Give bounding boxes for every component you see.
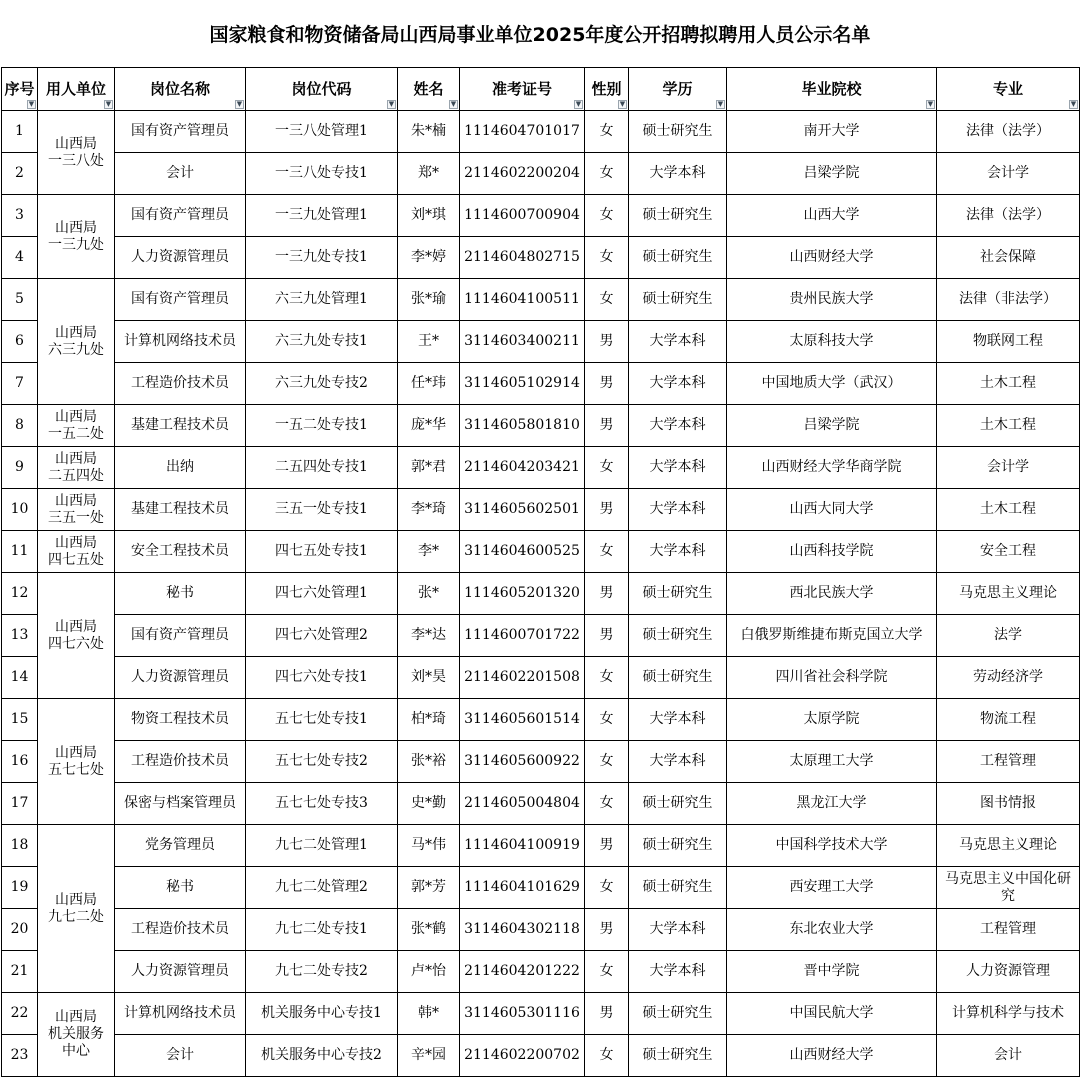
cell-education[interactable]: 大学本科 (629, 405, 727, 447)
cell-school[interactable]: 黑龙江大学 (727, 783, 937, 825)
cell-name[interactable]: 张* (398, 573, 460, 615)
cell-seq[interactable]: 6 (2, 321, 38, 363)
cell-position[interactable]: 人力资源管理员 (115, 657, 246, 699)
cell-position[interactable]: 秘书 (115, 867, 246, 909)
cell-gender[interactable]: 男 (585, 321, 629, 363)
cell-seq[interactable]: 20 (2, 909, 38, 951)
cell-school[interactable]: 山西科技学院 (727, 531, 937, 573)
cell-seq[interactable]: 8 (2, 405, 38, 447)
cell-major[interactable]: 会计学 (937, 447, 1080, 489)
cell-name[interactable]: 韩* (398, 993, 460, 1035)
cell-gender[interactable]: 女 (585, 699, 629, 741)
cell-education[interactable]: 硕士研究生 (629, 573, 727, 615)
cell-code[interactable]: 三五一处专技1 (246, 489, 398, 531)
cell-name[interactable]: 任*玮 (398, 363, 460, 405)
cell-name[interactable]: 郭*君 (398, 447, 460, 489)
cell-exam-no[interactable]: 1114604100919 (460, 825, 585, 867)
cell-position[interactable]: 国有资产管理员 (115, 111, 246, 153)
table-row (2, 279, 1080, 321)
table-row (2, 909, 1080, 951)
cell-school[interactable]: 贵州民族大学 (727, 279, 937, 321)
cell-school[interactable]: 中国科学技术大学 (727, 825, 937, 867)
cell-code[interactable]: 机关服务中心专技1 (246, 993, 398, 1035)
cell-gender[interactable]: 女 (585, 951, 629, 993)
cell-name[interactable]: 卢*怡 (398, 951, 460, 993)
cell-school[interactable]: 山西大同大学 (727, 489, 937, 531)
cell-name[interactable]: 郭*芳 (398, 867, 460, 909)
cell-seq[interactable]: 2 (2, 153, 38, 195)
cell-major[interactable]: 社会保障 (937, 237, 1080, 279)
table-row (2, 867, 1080, 909)
cell-seq[interactable]: 12 (2, 573, 38, 615)
cell-seq[interactable]: 16 (2, 741, 38, 783)
cell-education[interactable]: 硕士研究生 (629, 993, 727, 1035)
cell-position[interactable]: 会计 (115, 1035, 246, 1077)
cell-code[interactable]: 六三九处专技1 (246, 321, 398, 363)
table-row (2, 1035, 1080, 1077)
cell-seq[interactable]: 13 (2, 615, 38, 657)
cell-education[interactable]: 大学本科 (629, 447, 727, 489)
cell-education[interactable]: 硕士研究生 (629, 279, 727, 321)
cell-gender[interactable]: 男 (585, 909, 629, 951)
header-code: 岗位代码 ▼ (246, 68, 398, 111)
cell-code[interactable]: 九七二处专技2 (246, 951, 398, 993)
cell-gender[interactable]: 女 (585, 531, 629, 573)
table-row (2, 657, 1080, 699)
cell-seq[interactable]: 10 (2, 489, 38, 531)
cell-exam-no[interactable]: 1114604100511 (460, 279, 585, 321)
cell-major[interactable]: 马克思主义理论 (937, 573, 1080, 615)
cell-code[interactable]: 二五四处专技1 (246, 447, 398, 489)
header-seq: 序号 ▼ (2, 68, 38, 111)
header-position: 岗位名称 ▼ (115, 68, 246, 111)
cell-position[interactable]: 秘书 (115, 573, 246, 615)
cell-school[interactable]: 中国地质大学（武汉） (727, 363, 937, 405)
cell-education[interactable]: 大学本科 (629, 321, 727, 363)
filter-dropdown-icon[interactable]: ▼ (388, 100, 395, 108)
table-row (2, 321, 1080, 363)
filter-dropdown-icon[interactable]: ▼ (236, 100, 243, 108)
cell-school[interactable]: 南开大学 (727, 111, 937, 153)
cell-education[interactable]: 硕士研究生 (629, 783, 727, 825)
applicant-table (1, 67, 1080, 1077)
cell-major[interactable]: 工程管理 (937, 741, 1080, 783)
cell-education[interactable]: 大学本科 (629, 531, 727, 573)
cell-major[interactable]: 物流工程 (937, 699, 1080, 741)
cell-unit[interactable]: 山西局 六三九处 (38, 279, 115, 405)
cell-position[interactable]: 工程造价技术员 (115, 741, 246, 783)
cell-seq[interactable]: 4 (2, 237, 38, 279)
cell-exam-no[interactable]: 2114602201508 (460, 657, 585, 699)
cell-exam-no[interactable]: 3114605602501 (460, 489, 585, 531)
cell-gender[interactable]: 男 (585, 615, 629, 657)
cell-seq[interactable]: 11 (2, 531, 38, 573)
filter-dropdown-icon[interactable]: ▼ (1070, 100, 1077, 108)
cell-code[interactable]: 四七五处专技1 (246, 531, 398, 573)
cell-name[interactable]: 辛*园 (398, 1035, 460, 1077)
cell-name[interactable]: 李*婷 (398, 237, 460, 279)
cell-name[interactable]: 张*裕 (398, 741, 460, 783)
cell-education[interactable]: 大学本科 (629, 363, 727, 405)
cell-name[interactable]: 王* (398, 321, 460, 363)
cell-exam-no[interactable]: 3114605600922 (460, 741, 585, 783)
cell-gender[interactable]: 女 (585, 1035, 629, 1077)
cell-seq[interactable]: 19 (2, 867, 38, 909)
cell-exam-no[interactable]: 1114600701722 (460, 615, 585, 657)
cell-exam-no[interactable]: 3114605102914 (460, 363, 585, 405)
table-row (2, 363, 1080, 405)
filter-dropdown-icon[interactable]: ▼ (717, 100, 724, 108)
filter-dropdown-icon[interactable]: ▼ (619, 100, 626, 108)
cell-education[interactable]: 硕士研究生 (629, 111, 727, 153)
table-row (2, 237, 1080, 279)
page-title: 国家粮食和物资储备局山西局事业单位2025年度公开招聘拟聘用人员公示名单 (209, 23, 871, 46)
cell-seq[interactable]: 5 (2, 279, 38, 321)
cell-gender[interactable]: 男 (585, 573, 629, 615)
cell-education[interactable]: 硕士研究生 (629, 867, 727, 909)
cell-school[interactable]: 太原理工大学 (727, 741, 937, 783)
table-row (2, 615, 1080, 657)
header-row (2, 68, 1080, 111)
cell-code[interactable]: 五七七处专技3 (246, 783, 398, 825)
header-school: 毕业院校 ▼ (727, 68, 937, 111)
cell-position[interactable]: 国有资产管理员 (115, 279, 246, 321)
cell-code[interactable]: 一三八处管理1 (246, 111, 398, 153)
cell-school[interactable]: 山西财经大学 (727, 1035, 937, 1077)
cell-name[interactable]: 庞*华 (398, 405, 460, 447)
cell-seq[interactable]: 15 (2, 699, 38, 741)
cell-seq[interactable]: 3 (2, 195, 38, 237)
cell-exam-no[interactable]: 1114604101629 (460, 867, 585, 909)
cell-position[interactable]: 计算机网络技术员 (115, 993, 246, 1035)
cell-education[interactable]: 大学本科 (629, 153, 727, 195)
cell-major[interactable]: 土木工程 (937, 363, 1080, 405)
cell-major[interactable]: 法律（非法学） (937, 279, 1080, 321)
table-row (2, 741, 1080, 783)
cell-exam-no[interactable]: 3114605801810 (460, 405, 585, 447)
cell-education[interactable]: 大学本科 (629, 699, 727, 741)
table-row (2, 951, 1080, 993)
cell-exam-no[interactable]: 2114605004804 (460, 783, 585, 825)
cell-gender[interactable]: 女 (585, 111, 629, 153)
table-row (2, 489, 1080, 531)
cell-gender[interactable]: 男 (585, 405, 629, 447)
cell-code[interactable]: 四七六处管理2 (246, 615, 398, 657)
header-name: 姓名 ▼ (398, 68, 460, 111)
cell-unit[interactable]: 山西局 二五四处 (38, 447, 115, 489)
cell-code[interactable]: 五七七处专技1 (246, 699, 398, 741)
cell-exam-no[interactable]: 1114605201320 (460, 573, 585, 615)
cell-unit[interactable]: 山西局 五七七处 (38, 699, 115, 825)
table-row (2, 111, 1080, 153)
cell-unit[interactable]: 山西局 机关服务 中心 (38, 993, 115, 1077)
cell-code[interactable]: 九七二处专技1 (246, 909, 398, 951)
cell-school[interactable]: 白俄罗斯维捷布斯克国立大学 (727, 615, 937, 657)
header-education: 学历 ▼ (629, 68, 727, 111)
cell-major[interactable]: 法律（法学） (937, 111, 1080, 153)
cell-name[interactable]: 张*鹤 (398, 909, 460, 951)
cell-major[interactable]: 物联网工程 (937, 321, 1080, 363)
cell-gender[interactable]: 男 (585, 363, 629, 405)
cell-position[interactable]: 国有资产管理员 (115, 195, 246, 237)
cell-education[interactable]: 大学本科 (629, 909, 727, 951)
table-row (2, 699, 1080, 741)
header-exam-no: 准考证号 ▼ (460, 68, 585, 111)
cell-unit[interactable]: 山西局 四七五处 (38, 531, 115, 573)
cell-exam-no[interactable]: 3114604600525 (460, 531, 585, 573)
cell-exam-no[interactable]: 2114604802715 (460, 237, 585, 279)
cell-gender[interactable]: 女 (585, 657, 629, 699)
cell-education[interactable]: 大学本科 (629, 951, 727, 993)
cell-seq[interactable]: 21 (2, 951, 38, 993)
table-row (2, 993, 1080, 1035)
cell-exam-no[interactable]: 3114605601514 (460, 699, 585, 741)
cell-school[interactable]: 西安理工大学 (727, 867, 937, 909)
cell-major[interactable]: 图书情报 (937, 783, 1080, 825)
cell-code[interactable]: 一三八处专技1 (246, 153, 398, 195)
cell-education[interactable]: 硕士研究生 (629, 615, 727, 657)
cell-position[interactable]: 人力资源管理员 (115, 237, 246, 279)
cell-school[interactable]: 吕梁学院 (727, 405, 937, 447)
cell-position[interactable]: 工程造价技术员 (115, 909, 246, 951)
cell-position[interactable]: 国有资产管理员 (115, 615, 246, 657)
cell-position[interactable]: 基建工程技术员 (115, 405, 246, 447)
cell-major[interactable]: 土木工程 (937, 405, 1080, 447)
cell-exam-no[interactable]: 3114603400211 (460, 321, 585, 363)
cell-name[interactable]: 李*达 (398, 615, 460, 657)
cell-major[interactable]: 马克思主义理论 (937, 825, 1080, 867)
table-row (2, 783, 1080, 825)
cell-education[interactable]: 硕士研究生 (629, 195, 727, 237)
cell-name[interactable]: 李* (398, 531, 460, 573)
cell-gender[interactable]: 男 (585, 993, 629, 1035)
cell-unit[interactable]: 山西局 一三九处 (38, 195, 115, 279)
cell-code[interactable]: 六三九处管理1 (246, 279, 398, 321)
cell-gender[interactable]: 女 (585, 153, 629, 195)
cell-major[interactable]: 人力资源管理 (937, 951, 1080, 993)
cell-name[interactable]: 柏*琦 (398, 699, 460, 741)
cell-education[interactable]: 硕士研究生 (629, 237, 727, 279)
cell-unit[interactable]: 山西局 三五一处 (38, 489, 115, 531)
cell-exam-no[interactable]: 2114602200702 (460, 1035, 585, 1077)
table-row (2, 447, 1080, 489)
filter-dropdown-icon[interactable]: ▼ (450, 100, 457, 108)
cell-exam-no[interactable]: 1114604701017 (460, 111, 585, 153)
cell-position[interactable]: 党务管理员 (115, 825, 246, 867)
cell-code[interactable]: 六三九处专技2 (246, 363, 398, 405)
cell-seq[interactable]: 1 (2, 111, 38, 153)
cell-gender[interactable]: 男 (585, 489, 629, 531)
cell-school[interactable]: 中国民航大学 (727, 993, 937, 1035)
cell-major[interactable]: 马克思主义中国化研究 (937, 867, 1080, 909)
table-row (2, 405, 1080, 447)
cell-seq[interactable]: 9 (2, 447, 38, 489)
cell-gender[interactable]: 女 (585, 447, 629, 489)
cell-unit[interactable]: 山西局 四七六处 (38, 573, 115, 699)
cell-major[interactable]: 会计学 (937, 153, 1080, 195)
cell-education[interactable]: 大学本科 (629, 489, 727, 531)
table-row (2, 195, 1080, 237)
cell-major[interactable]: 工程管理 (937, 909, 1080, 951)
cell-major[interactable]: 会计 (937, 1035, 1080, 1077)
header-gender: 性别 ▼ (585, 68, 629, 111)
cell-seq[interactable]: 17 (2, 783, 38, 825)
cell-code[interactable]: 五七七处专技2 (246, 741, 398, 783)
cell-exam-no[interactable]: 3114605301116 (460, 993, 585, 1035)
cell-exam-no[interactable]: 2114604203421 (460, 447, 585, 489)
cell-name[interactable]: 刘*昊 (398, 657, 460, 699)
table-row (2, 825, 1080, 867)
cell-school[interactable]: 山西财经大学华商学院 (727, 447, 937, 489)
cell-school[interactable]: 四川省社会科学院 (727, 657, 937, 699)
cell-school[interactable]: 山西大学 (727, 195, 937, 237)
cell-code[interactable]: 机关服务中心专技2 (246, 1035, 398, 1077)
cell-education[interactable]: 大学本科 (629, 741, 727, 783)
cell-seq[interactable]: 18 (2, 825, 38, 867)
cell-code[interactable]: 一三九处管理1 (246, 195, 398, 237)
cell-gender[interactable]: 女 (585, 279, 629, 321)
cell-code[interactable]: 四七六处专技1 (246, 657, 398, 699)
header-major: 专业 ▼ (937, 68, 1080, 111)
cell-position[interactable]: 出纳 (115, 447, 246, 489)
cell-major[interactable]: 土木工程 (937, 489, 1080, 531)
cell-position[interactable]: 保密与档案管理员 (115, 783, 246, 825)
cell-school[interactable]: 山西财经大学 (727, 237, 937, 279)
table-row (2, 153, 1080, 195)
cell-name[interactable]: 马*伟 (398, 825, 460, 867)
cell-major[interactable]: 法学 (937, 615, 1080, 657)
cell-gender[interactable]: 男 (585, 825, 629, 867)
cell-major[interactable]: 劳动经济学 (937, 657, 1080, 699)
cell-name[interactable]: 刘*琪 (398, 195, 460, 237)
filter-dropdown-icon[interactable]: ▼ (105, 100, 112, 108)
cell-gender[interactable]: 女 (585, 195, 629, 237)
cell-code[interactable]: 九七二处管理1 (246, 825, 398, 867)
cell-unit[interactable]: 山西局 一五二处 (38, 405, 115, 447)
cell-code[interactable]: 四七六处管理1 (246, 573, 398, 615)
cell-gender[interactable]: 女 (585, 783, 629, 825)
cell-major[interactable]: 法律（法学） (937, 195, 1080, 237)
cell-seq[interactable]: 7 (2, 363, 38, 405)
cell-position[interactable]: 基建工程技术员 (115, 489, 246, 531)
table-body (2, 111, 1080, 1077)
cell-exam-no[interactable]: 2114604201222 (460, 951, 585, 993)
cell-exam-no[interactable]: 2114602200204 (460, 153, 585, 195)
cell-school[interactable]: 晋中学院 (727, 951, 937, 993)
cell-school[interactable]: 东北农业大学 (727, 909, 937, 951)
cell-school[interactable]: 吕梁学院 (727, 153, 937, 195)
cell-major[interactable]: 安全工程 (937, 531, 1080, 573)
cell-school[interactable]: 西北民族大学 (727, 573, 937, 615)
cell-position[interactable]: 人力资源管理员 (115, 951, 246, 993)
cell-name[interactable]: 李*琦 (398, 489, 460, 531)
cell-unit[interactable]: 山西局 一三八处 (38, 111, 115, 195)
cell-position[interactable]: 物资工程技术员 (115, 699, 246, 741)
cell-exam-no[interactable]: 1114600700904 (460, 195, 585, 237)
cell-school[interactable]: 太原学院 (727, 699, 937, 741)
cell-code[interactable]: 一三九处专技1 (246, 237, 398, 279)
cell-code[interactable]: 九七二处管理2 (246, 867, 398, 909)
cell-seq[interactable]: 23 (2, 1035, 38, 1077)
filter-dropdown-icon[interactable]: ▼ (28, 100, 35, 108)
cell-school[interactable]: 太原科技大学 (727, 321, 937, 363)
cell-education[interactable]: 硕士研究生 (629, 825, 727, 867)
cell-seq[interactable]: 22 (2, 993, 38, 1035)
table-row (2, 573, 1080, 615)
cell-gender[interactable]: 女 (585, 867, 629, 909)
table-row (2, 531, 1080, 573)
cell-position[interactable]: 安全工程技术员 (115, 531, 246, 573)
cell-education[interactable]: 硕士研究生 (629, 657, 727, 699)
cell-position[interactable]: 工程造价技术员 (115, 363, 246, 405)
filter-dropdown-icon[interactable]: ▼ (575, 100, 582, 108)
cell-name[interactable]: 郑* (398, 153, 460, 195)
cell-exam-no[interactable]: 3114604302118 (460, 909, 585, 951)
cell-position[interactable]: 计算机网络技术员 (115, 321, 246, 363)
cell-education[interactable]: 硕士研究生 (629, 1035, 727, 1077)
filter-dropdown-icon[interactable]: ▼ (927, 100, 934, 108)
cell-major[interactable]: 计算机科学与技术 (937, 993, 1080, 1035)
cell-seq[interactable]: 14 (2, 657, 38, 699)
cell-gender[interactable]: 女 (585, 741, 629, 783)
cell-code[interactable]: 一五二处专技1 (246, 405, 398, 447)
cell-gender[interactable]: 女 (585, 237, 629, 279)
cell-unit[interactable]: 山西局 九七二处 (38, 825, 115, 993)
header-unit: 用人单位 ▼ (38, 68, 115, 111)
cell-name[interactable]: 张*瑜 (398, 279, 460, 321)
cell-name[interactable]: 朱*楠 (398, 111, 460, 153)
cell-position[interactable]: 会计 (115, 153, 246, 195)
cell-name[interactable]: 史*勤 (398, 783, 460, 825)
